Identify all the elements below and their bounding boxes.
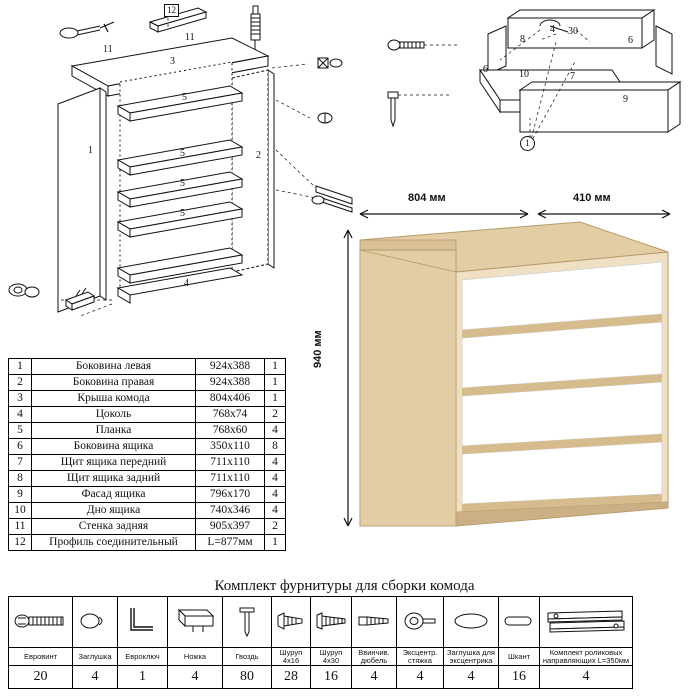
part-qty: 4 (265, 487, 286, 503)
part-name: Профиль соединительный (32, 535, 196, 551)
part-no: 4 (9, 407, 32, 423)
nail-icon (223, 597, 272, 648)
drawer-callout-6-right: 6 (628, 35, 633, 46)
part-name: Цоколь (32, 407, 196, 423)
table-row (9, 471, 286, 487)
hardware-qty: 4 (540, 666, 633, 689)
hardware-qty: 28 (272, 666, 311, 689)
hardware-name: Заглушка для эксцентрика (444, 648, 499, 666)
callout-11-right: 11 (185, 32, 195, 43)
hardware-qty: 4 (397, 666, 444, 689)
eccentric-cap-icon (444, 597, 499, 648)
part-no: 9 (9, 487, 32, 503)
hardware-qty: 4 (168, 666, 223, 689)
drawer-callout-6-left: 6 (483, 64, 488, 75)
part-name: Дно ящика (32, 503, 196, 519)
table-row (9, 487, 286, 503)
part-no: 2 (9, 375, 32, 391)
parts-table-body (9, 359, 286, 551)
table-row (9, 439, 286, 455)
hardware-name: Заглушка (73, 648, 118, 666)
drawer-callout-30: 30 (568, 26, 578, 37)
table-row (9, 423, 286, 439)
depth-dimension-label: 410 мм (573, 192, 611, 204)
table-row (9, 503, 286, 519)
part-no: 11 (9, 519, 32, 535)
drawer-callout-7: 7 (570, 71, 575, 82)
cap-icon (73, 597, 118, 648)
slide-rails-icon (540, 597, 633, 648)
part-no: 8 (9, 471, 32, 487)
hardware-name: Ввинчив. дюбель (352, 648, 397, 666)
part-qty: 2 (265, 519, 286, 535)
hardware-section-title: Комплект фурнитуры для сборки комода (214, 578, 475, 594)
part-name: Щит ящика передний (32, 455, 196, 471)
drawer-callout-9: 9 (623, 94, 628, 105)
table-row (9, 407, 286, 423)
part-qty: 1 (265, 535, 286, 551)
part-dim: 905х397 (196, 519, 265, 535)
hardware-name: Ножка (168, 648, 223, 666)
drawer-detail-diagram (380, 0, 689, 150)
part-dim: L=877мм (196, 535, 265, 551)
exploded-cabinet-diagram (0, 0, 370, 350)
callout-1: 1 (88, 145, 93, 156)
callout-5-a: 5 (182, 92, 187, 103)
drawer-callout-10: 10 (519, 69, 529, 80)
hardware-qty: 4 (352, 666, 397, 689)
drawer-callout-4: 4 (550, 24, 555, 35)
hardware-qty: 4 (444, 666, 499, 689)
part-dim: 740х346 (196, 503, 265, 519)
part-qty: 1 (265, 359, 286, 375)
callout-3: 3 (170, 56, 175, 67)
hardware-name: Шкант (499, 648, 540, 666)
part-no: 10 (9, 503, 32, 519)
hardware-qty: 16 (499, 666, 540, 689)
hardware-table (8, 596, 633, 689)
part-no: 3 (9, 391, 32, 407)
part-qty: 8 (265, 439, 286, 455)
leg-icon (168, 597, 223, 648)
euro-key-icon (118, 597, 168, 648)
callout-12: 12 (164, 4, 179, 17)
hardware-name: Гвоздь (223, 648, 272, 666)
part-dim: 924х388 (196, 375, 265, 391)
part-dim: 711х110 (196, 471, 265, 487)
hardware-qty: 16 (311, 666, 352, 689)
callout-5-d: 5 (180, 208, 185, 219)
eccentric-icon (397, 597, 444, 648)
table-row (9, 391, 286, 407)
hardware-name: Эксцентр. стяжка (397, 648, 444, 666)
callout-4: 4 (184, 278, 189, 289)
part-name: Боковина правая (32, 375, 196, 391)
part-qty: 2 (265, 407, 286, 423)
parts-table (8, 358, 286, 551)
screw-4x16-icon (272, 597, 311, 648)
part-dim: 768х74 (196, 407, 265, 423)
part-dim: 350х110 (196, 439, 265, 455)
part-qty: 4 (265, 503, 286, 519)
table-row (9, 359, 286, 375)
part-qty: 4 (265, 471, 286, 487)
part-no: 7 (9, 455, 32, 471)
hardware-name: Шуруп 4х16 (272, 648, 311, 666)
part-name: Планка (32, 423, 196, 439)
dowel-pin-icon (499, 597, 540, 648)
hardware-icon-row (9, 597, 633, 648)
hardware-qty: 4 (73, 666, 118, 689)
hardware-name: Шуруп 4х30 (311, 648, 352, 666)
part-qty: 4 (265, 455, 286, 471)
callout-11-left: 11 (103, 44, 113, 55)
width-dimension-label: 804 мм (408, 192, 446, 204)
exploded-cabinet-svg (0, 0, 370, 350)
part-name: Щит ящика задний (32, 471, 196, 487)
hardware-name-row (9, 648, 633, 666)
part-no: 5 (9, 423, 32, 439)
callout-5-b: 5 (180, 148, 185, 159)
part-dim: 924х388 (196, 359, 265, 375)
drawer-callout-1: 1 (520, 136, 535, 151)
product-dimension-svg (330, 196, 689, 556)
part-dim: 711х110 (196, 455, 265, 471)
hardware-qty: 20 (9, 666, 73, 689)
part-dim: 804х406 (196, 391, 265, 407)
part-name: Стенка задняя (32, 519, 196, 535)
part-dim: 796х170 (196, 487, 265, 503)
table-row (9, 375, 286, 391)
part-name: Боковина левая (32, 359, 196, 375)
callout-5-c: 5 (180, 178, 185, 189)
part-dim: 768х60 (196, 423, 265, 439)
hardware-qty-row (9, 666, 633, 689)
callout-2: 2 (256, 150, 261, 161)
screw-4x30-icon (311, 597, 352, 648)
part-name: Крыша комода (32, 391, 196, 407)
hardware-qty: 1 (118, 666, 168, 689)
part-no: 12 (9, 535, 32, 551)
euro-screw-icon (9, 597, 73, 648)
part-qty: 4 (265, 423, 286, 439)
part-name: Фасад ящика (32, 487, 196, 503)
table-row (9, 535, 286, 551)
drawer-callout-8: 8 (520, 34, 525, 45)
dowel-icon (352, 597, 397, 648)
part-qty: 1 (265, 391, 286, 407)
hardware-qty: 80 (223, 666, 272, 689)
height-dimension-label: 940 мм (312, 330, 324, 368)
table-row (9, 455, 286, 471)
part-no: 6 (9, 439, 32, 455)
product-dimension-figure (312, 192, 689, 556)
hardware-name: Евровинт (9, 648, 73, 666)
part-qty: 1 (265, 375, 286, 391)
hardware-name: Евроключ (118, 648, 168, 666)
part-name: Боковина ящика (32, 439, 196, 455)
hardware-name: Комплект роликовых направляющих L=350мм (540, 648, 633, 666)
part-no: 1 (9, 359, 32, 375)
table-row (9, 519, 286, 535)
drawer-detail-svg (380, 0, 689, 150)
